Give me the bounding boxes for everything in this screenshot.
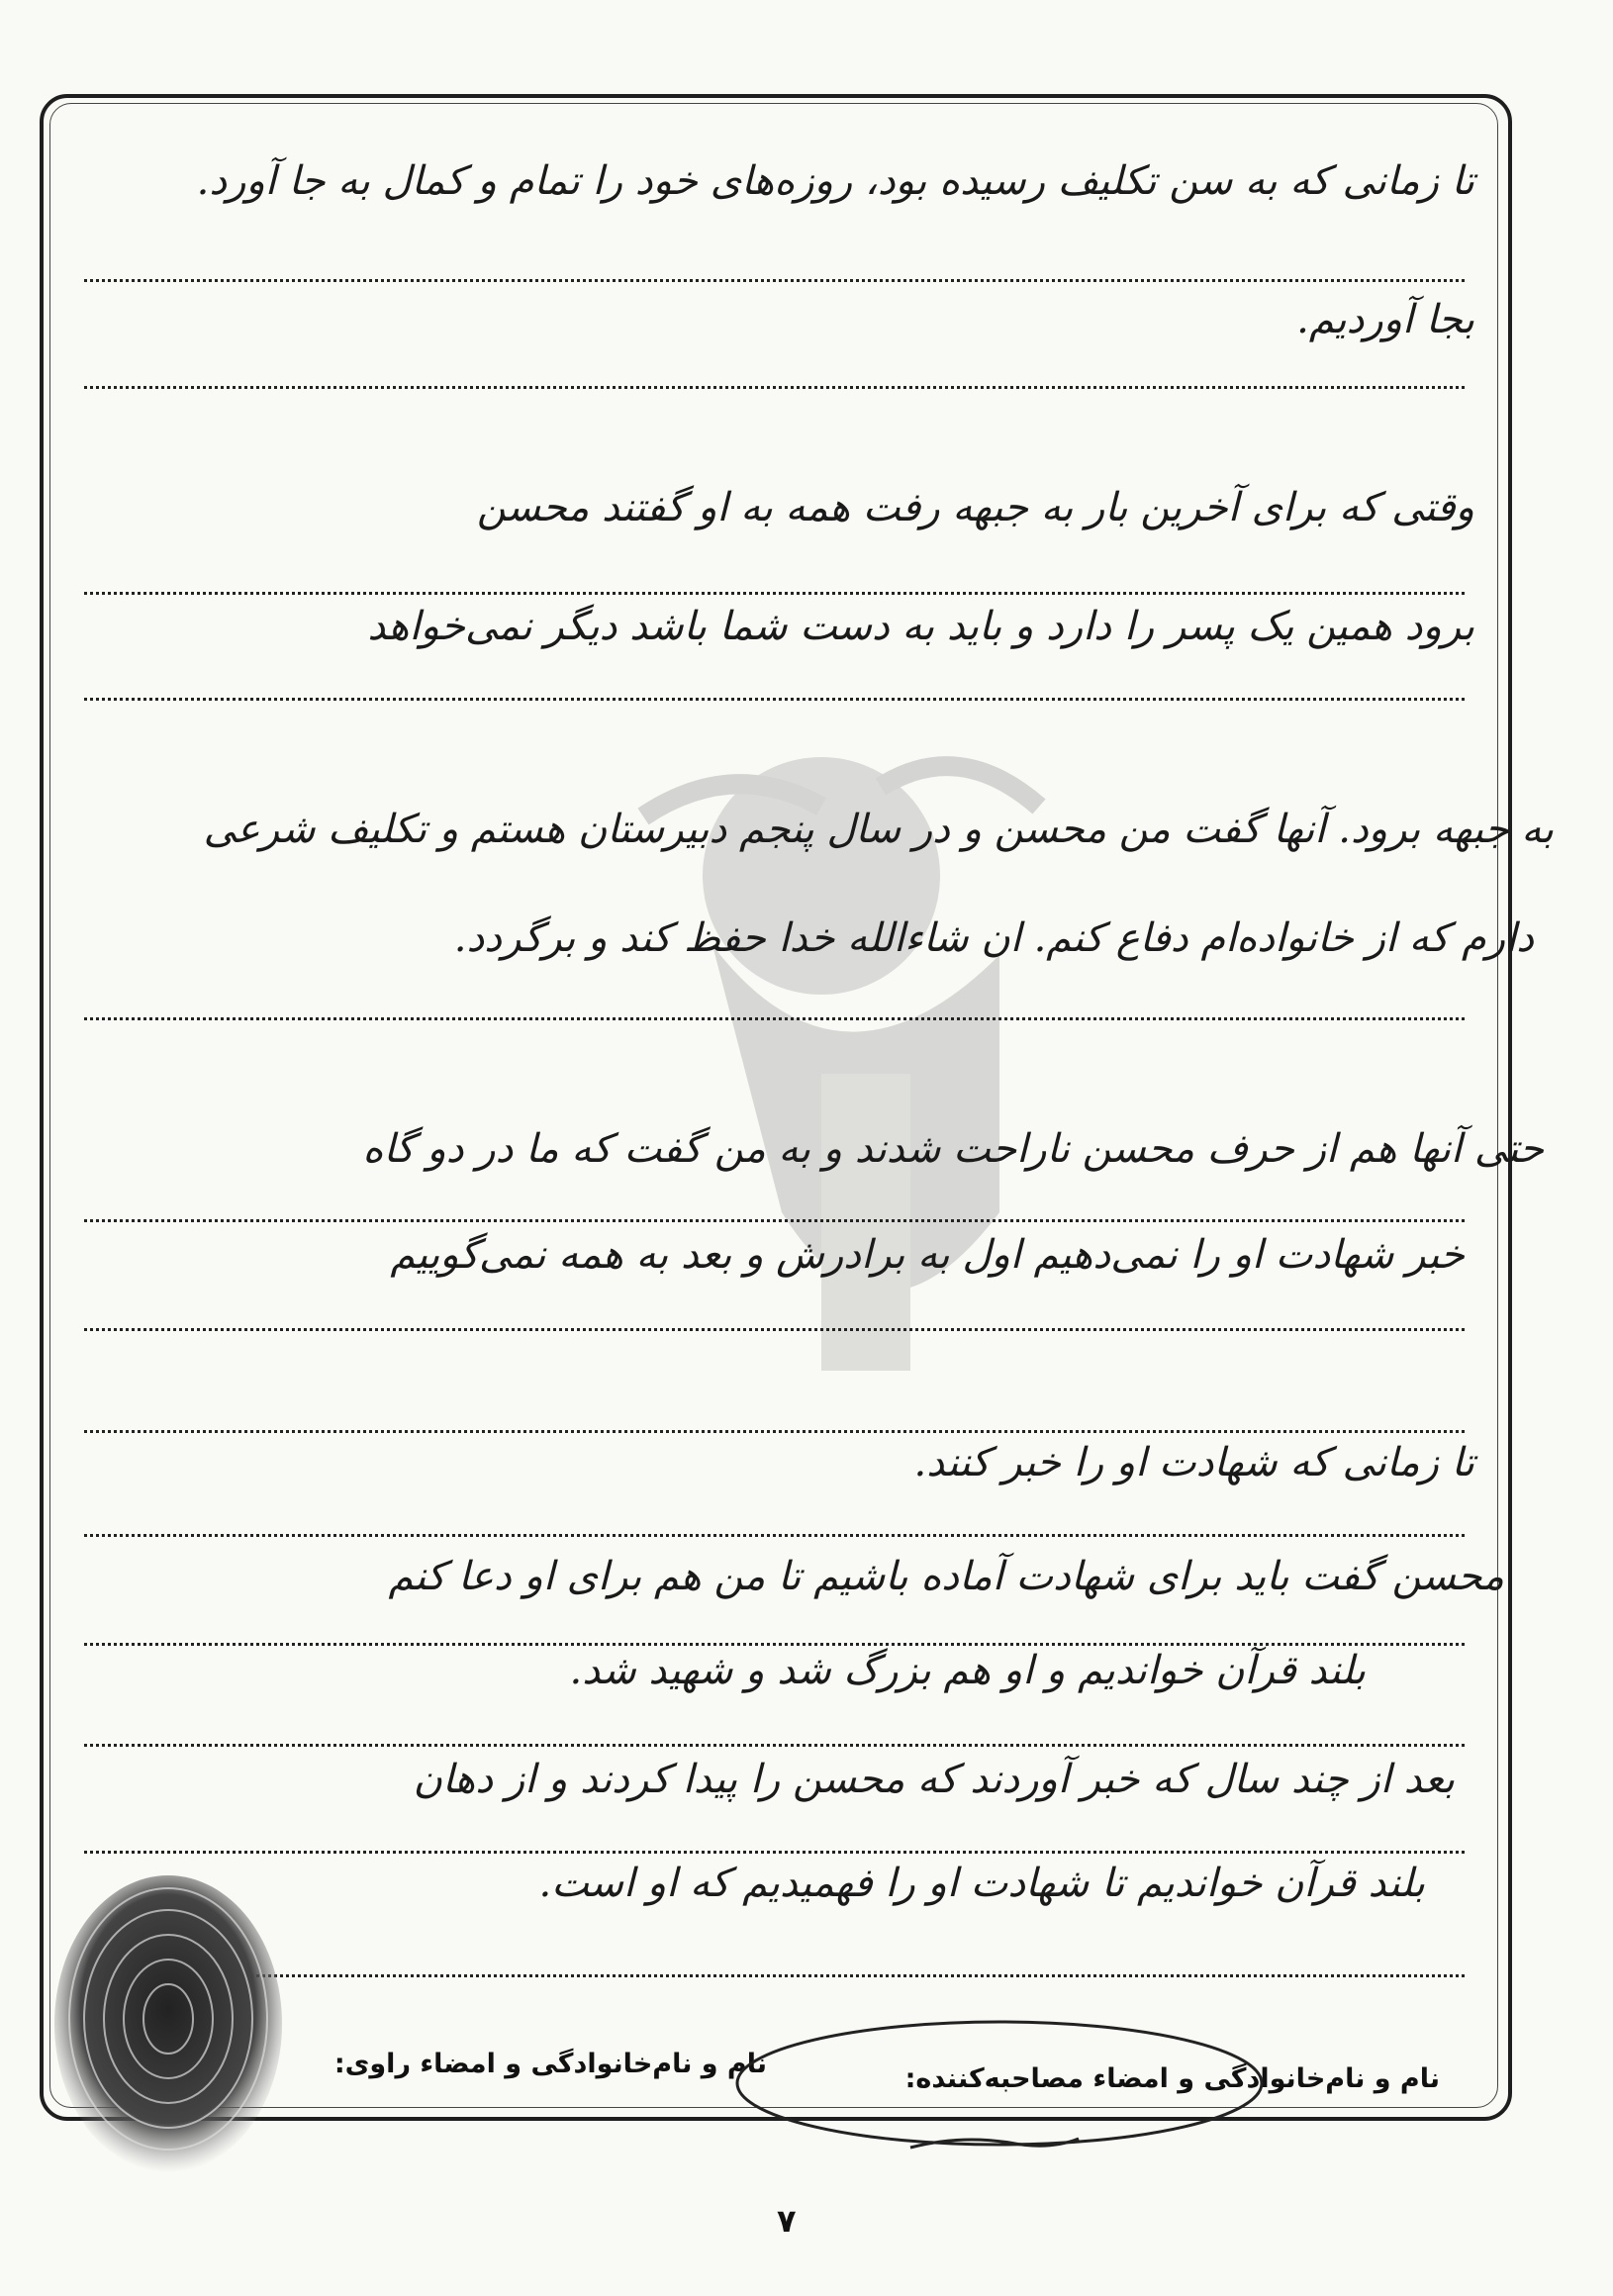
ruled-line xyxy=(84,592,1465,595)
narrator-signature-label: نام و نام‌خانوادگی و امضاء راوی: xyxy=(333,2049,767,2079)
ruled-line xyxy=(84,1643,1465,1646)
handwritten-line-13: بلند قرآن خواندیم تا شهادت او را فهمیدیم که او است. xyxy=(538,1861,1425,1906)
signature-drawing xyxy=(722,2014,1267,2167)
ruled-line xyxy=(84,1219,1465,1222)
ruled-line xyxy=(84,1328,1465,1331)
ruled-line xyxy=(84,386,1465,389)
handwritten-line-10: محسن گفت باید برای شهادت آماده باشیم تا من هم برای او دعا کنم xyxy=(388,1554,1504,1599)
ruled-line xyxy=(84,698,1465,701)
handwritten-line-1: تا زمانی که به سن تکلیف رسیده بود، روزه‌های خود را تمام و کمال به جا آورد. xyxy=(196,158,1474,204)
handwritten-line-7: حتی آنها هم از حرف محسن ناراحت شدند و به من گفت که ما در دو گاه xyxy=(362,1126,1544,1172)
handwritten-line-2: بجا آوردیم. xyxy=(1296,297,1474,342)
handwritten-line-3: وقتی که برای آخرین بار به جبهه رفت همه به او گفتند محسن xyxy=(476,485,1474,530)
handwritten-line-8: خبر شهادت او را نمی‌دهیم اول به برادرش و بعد به همه نمی‌گوییم xyxy=(390,1232,1465,1278)
handwritten-line-11: بلند قرآن خواندیم و او هم بزرگ شد و شهید شد. xyxy=(569,1648,1366,1693)
page-number: ۷ xyxy=(777,2202,797,2240)
handwritten-line-4: برود همین یک پسر را دارد و باید به دست شما باشد دیگر نمی‌خواهد xyxy=(367,604,1474,649)
handwritten-line-5: به جبهه برود. آنها گفت من محسن و در سال پنجم دبیرستان هستم و تکلیف شرعی xyxy=(203,807,1554,852)
interviewer-signature-label: نام و نام‌خانوادگی و امضاء مصاحبه‌کننده: xyxy=(904,2063,1440,2094)
handwritten-line-6: دارم که از خانواده‌ام دفاع کنم. ان شاءالله خدا حفظ کند و برگردد. xyxy=(453,915,1534,961)
ruled-line xyxy=(84,279,1465,282)
ruled-line xyxy=(84,1430,1465,1433)
page-border-inner xyxy=(49,103,1498,2108)
handwritten-line-9: تا زمانی که شهادت او را خبر کنند. xyxy=(913,1440,1474,1485)
ruled-line xyxy=(84,1851,1465,1854)
ruled-line xyxy=(84,1017,1465,1020)
ruled-line xyxy=(84,1534,1465,1537)
ruled-line xyxy=(84,1744,1465,1747)
handwritten-line-12: بعد از چند سال که خبر آوردند که محسن را پیدا کردند و از دهان xyxy=(413,1757,1455,1802)
fingerprint-image xyxy=(45,1870,292,2197)
